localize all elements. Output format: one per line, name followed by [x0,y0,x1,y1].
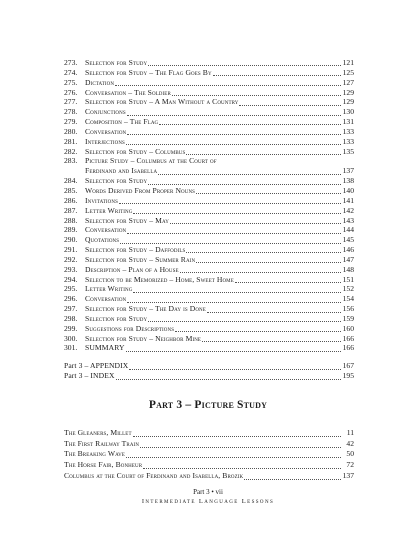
entry-title: Selection for Study – Columbus [85,146,186,156]
dot-leader [186,246,341,253]
entry-number: 278. [64,107,78,117]
entry-number: 293. [64,264,78,274]
entry-title: Letter Writing [85,205,133,215]
entry-page-number: 125 [342,67,354,77]
entry-page-number: 42 [346,438,354,448]
toc-entry [64,439,354,450]
toc-entry [64,324,354,334]
entry-title: Columbus at the Court of Ferdinand and Isabella, Brozik [64,470,244,480]
dot-leader [115,79,341,86]
toc-entry [64,284,354,294]
entry-page-number: 50 [346,449,354,459]
dot-leader [158,168,341,175]
entry-page-number: 141 [342,195,354,205]
toc-entry [64,361,354,371]
dot-leader [172,89,341,96]
dot-leader [202,335,341,342]
entry-number: 276. [64,87,78,97]
dot-leader [127,128,341,135]
entry-title: Interjections [85,136,125,146]
entry-page-number: 147 [342,254,354,264]
entry-title: Selection for Study [85,58,148,67]
spacer [64,353,354,361]
entry-page-number: 137 [342,470,354,480]
entry-page-number: 138 [342,176,354,186]
entry-number: 301. [64,343,78,353]
dot-leader [235,276,341,283]
dot-leader [126,138,341,145]
dot-leader [186,148,341,155]
entry-page-number: 129 [342,87,354,97]
entry-number: 280. [64,126,78,136]
entry-number: 299. [64,323,78,333]
entry-number: 277. [64,97,78,107]
toc-entry [64,166,354,176]
entry-page-number: 145 [342,235,354,245]
entry-number: 292. [64,254,78,264]
toc-entry [64,107,354,117]
toc-entry [64,88,354,98]
picture-study-list [64,428,354,481]
toc-entry [64,58,354,68]
toc-entry [64,265,354,275]
dot-leader [148,315,341,322]
entry-title: The Gleaners, Millet [64,428,132,437]
entry-page-number: 167 [342,361,354,371]
entry-number: 298. [64,313,78,323]
entry-number: 294. [64,274,78,284]
entry-page-number: 156 [342,304,354,314]
entry-title: Conversation – The Soldier [85,87,171,97]
toc-entry [64,196,354,206]
toc-entry [64,137,354,147]
entry-page-number: 11 [346,428,354,437]
section-heading: Part 3 – Picture Study [148,399,268,411]
dot-leader [207,306,341,313]
toc-entry [64,235,354,245]
toc-entry [64,371,354,381]
toc-entry [64,428,354,439]
dot-leader [127,296,341,303]
entry-page-number: 195 [342,371,354,381]
dot-leader [116,373,341,380]
dot-leader [133,430,341,437]
toc-entry [64,334,354,344]
toc-entry [64,471,354,482]
entry-title: Selection for Study – The Flag Goes By [85,67,212,77]
entry-title: Dictation [85,77,115,87]
entry-title: Letter Writing [85,284,133,294]
toc-entry [64,156,354,166]
entry-title: Suggestions for Descriptions [85,323,175,333]
dot-leader [143,462,341,469]
footer-page-label: Part 3 • vii [193,488,223,496]
toc-entry [64,186,354,196]
entry-title: The First Railway Train [64,438,140,448]
dot-leader [159,118,341,125]
entry-page-number: 127 [342,77,354,87]
entry-title: Picture Study – Columbus at the Court of [85,156,217,166]
dot-leader [140,441,341,448]
entry-title: Selection for Study – A Man Without a Country [85,97,239,107]
dot-leader [180,266,341,273]
entry-number: 290. [64,235,78,245]
entry-page-number: 154 [342,294,354,304]
dot-leader [127,109,341,116]
toc-entry [64,127,354,137]
dot-leader [120,237,341,244]
entry-page-number: 137 [342,166,354,176]
entry-title: Description – Plan of a House [85,264,179,274]
toc-entry [64,68,354,78]
entry-title: Quotations [85,235,120,245]
dot-leader [175,325,341,332]
entry-title: Selection for Study – Daffodils [85,245,186,255]
entry-page-number: 146 [342,245,354,255]
toc-entry [64,206,354,216]
entry-number: 285. [64,185,78,195]
entry-number: 273. [64,58,78,67]
entry-title: Conversation [85,126,127,136]
entry-title: Selection for Study [85,176,148,186]
entry-page-number: 72 [346,460,354,470]
entry-title: Selection for Study – May [85,215,169,225]
entry-number: 288. [64,215,78,225]
dot-leader [148,178,341,185]
entry-number: 286. [64,195,78,205]
entry-title: Selection for Study – The Day is Done [85,304,206,314]
toc-entry [64,314,354,324]
toc-entry [64,275,354,285]
entry-number: 281. [64,136,78,146]
toc-entry [64,255,354,265]
entry-title: Selection for Study – Neighbor Mine [85,333,202,343]
entry-page-number: 166 [342,333,354,343]
dot-leader [213,69,341,76]
toc-entry [64,225,354,235]
entry-title: Invitations [85,195,118,205]
dot-leader [148,59,341,66]
toc-entry [64,294,354,304]
entry-number: 284. [64,176,78,186]
table-of-contents [64,58,354,381]
entry-title: Composition – The Flag [85,117,159,127]
entry-title: The Horse Fair, Bonheur [64,460,143,470]
entry-page-number: 121 [342,58,354,67]
toc-entry [64,216,354,226]
entry-page-number: 159 [342,313,354,323]
entry-number: 274. [64,67,78,77]
toc-entry [64,460,354,471]
entry-number: 275. [64,77,78,87]
entry-title: Words Derived From Proper Nouns [85,185,196,195]
toc-entry [64,245,354,255]
entry-page-number: 143 [342,215,354,225]
entry-page-number: 129 [342,97,354,107]
dot-leader [119,197,341,204]
entry-page-number: 142 [342,205,354,215]
entry-title: Selection to be Memorized – Home, Sweet Home [85,274,234,284]
dot-leader [129,363,341,370]
entry-number: 297. [64,304,78,314]
entry-number: 295. [64,284,78,294]
dot-leader [218,158,341,164]
entry-title: Conjunctions [85,107,126,117]
entry-title: The Breaking Wave [64,449,126,459]
entry-title: Selection for Study [85,313,148,323]
entry-page-number: 151 [342,274,354,284]
toc-entry [64,147,354,157]
entry-page-number: 130 [342,107,354,117]
dot-leader [126,451,341,458]
entry-page-number: 135 [342,146,354,156]
entry-number: 289. [64,225,78,235]
dot-leader [133,207,341,214]
footer-book-title: Intermediate Language Lessons [141,498,275,505]
entry-page-number: 166 [342,343,354,353]
dot-leader [126,345,341,352]
toc-entry [64,304,354,314]
toc-entry [64,449,354,460]
toc-entry [64,117,354,127]
entry-title: Ferdinand and Isabella [85,166,158,176]
dot-leader [127,227,341,234]
entry-number: 287. [64,205,78,215]
dot-leader [196,256,341,263]
entry-page-number: 133 [342,126,354,136]
entry-number: 282. [64,146,78,156]
entry-title: Conversation [85,294,127,304]
entry-page-number: 148 [342,264,354,274]
entry-title: SUMMARY [85,343,125,353]
entry-page-number: 131 [342,117,354,127]
entry-page-number: 140 [342,185,354,195]
dot-leader [244,473,341,480]
entry-page-number: 152 [342,284,354,294]
toc-entry [64,78,354,88]
entry-title: Selection for Study – Summer Rain [85,254,196,264]
entry-page-number: 144 [342,225,354,235]
entry-page-number: 160 [342,323,354,333]
entry-number: 279. [64,117,78,127]
dot-leader [133,286,341,293]
dot-leader [170,217,341,224]
entry-number: 283. [64,156,78,166]
toc-entry [64,343,354,353]
toc-entry [64,97,354,107]
dot-leader [196,187,341,194]
toc-entry [64,176,354,186]
entry-number: 296. [64,294,78,304]
dot-leader [239,99,341,106]
entry-title: Part 3 – APPENDIX [64,361,129,371]
entry-number: 291. [64,245,78,255]
entry-title: Conversation [85,225,127,235]
entry-number: 300. [64,333,78,343]
entry-title: Part 3 – INDEX [64,371,115,381]
entry-page-number: 133 [342,136,354,146]
